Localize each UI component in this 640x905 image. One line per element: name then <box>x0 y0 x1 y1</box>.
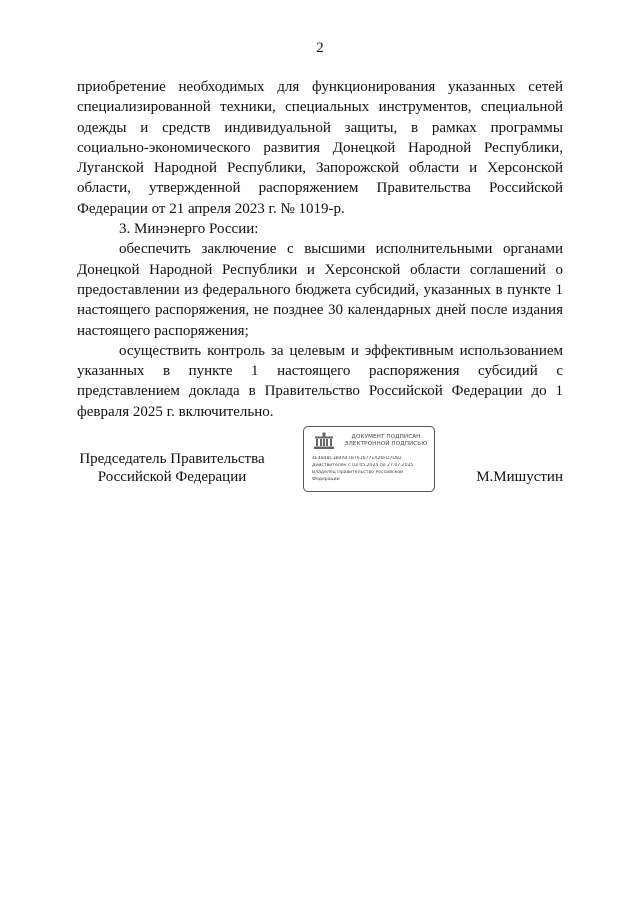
paragraph-agreements: обеспечить заключение с высшими исполнительными органами Донецкой Народной Республики и Херсонской области соглашений о предоставлении из федерального бюджета субсидий, указанных в пункте 1 настоящего распоряжения, не позднее 30 календарных дней после издания настоящего распоряжения; <box>77 241 563 339</box>
stamp-validity: Действителен с 03.05.2024 по 27.07.2025 <box>312 463 414 468</box>
signer-title-line-1: Председатель Правительства <box>79 451 265 467</box>
stamp-certificate: 4E4848C3B4A47B7616771A26FD7D82 <box>312 456 402 461</box>
stamp-title <box>340 434 432 448</box>
signer-title <box>77 450 267 486</box>
stamp-issuer-line-1: Владелец Правительство Российской <box>312 470 404 475</box>
stamp-title-line-1: ДОКУМЕНТ ПОДПИСАН <box>351 434 421 440</box>
signature-block <box>77 426 563 496</box>
electronic-signature-stamp <box>303 426 435 492</box>
government-building-icon <box>312 432 336 450</box>
document-body <box>77 77 563 422</box>
page-number: 2 <box>316 40 324 56</box>
paragraph-minenergo-heading: 3. Минэнерго России: <box>119 221 259 238</box>
signer-name: М.Мишустин <box>476 469 563 485</box>
stamp-title-line-2: ЭЛЕКТРОННОЙ ПОДПИСЬЮ <box>344 441 428 447</box>
stamp-issuer-line-2: Федерации <box>312 477 340 482</box>
signer-title-line-2: Российской Федерации <box>97 469 247 485</box>
paragraph-procurement: приобретение необходимых для функционирования указанных сетей специализированной техники, специальных инструментов, специальной одежды и средств индивидуальной защиты, в рамках программы социально-экономического развития Донецкой Народной Республики, Луганской Народной Республики, Запорожской области и Херсонской области, утвержденной распоряжением Правительства Российской Федерации от 21 апреля 2023 г. № 1019-р. <box>77 79 563 217</box>
paragraph-control: осуществить контроль за целевым и эффективным использованием указанных в пункте 1 настоящего распоряжения субсидий с представлением доклада в Правительство Российской Федерации до 1 февраля 2025 г. включительно. <box>77 342 563 420</box>
